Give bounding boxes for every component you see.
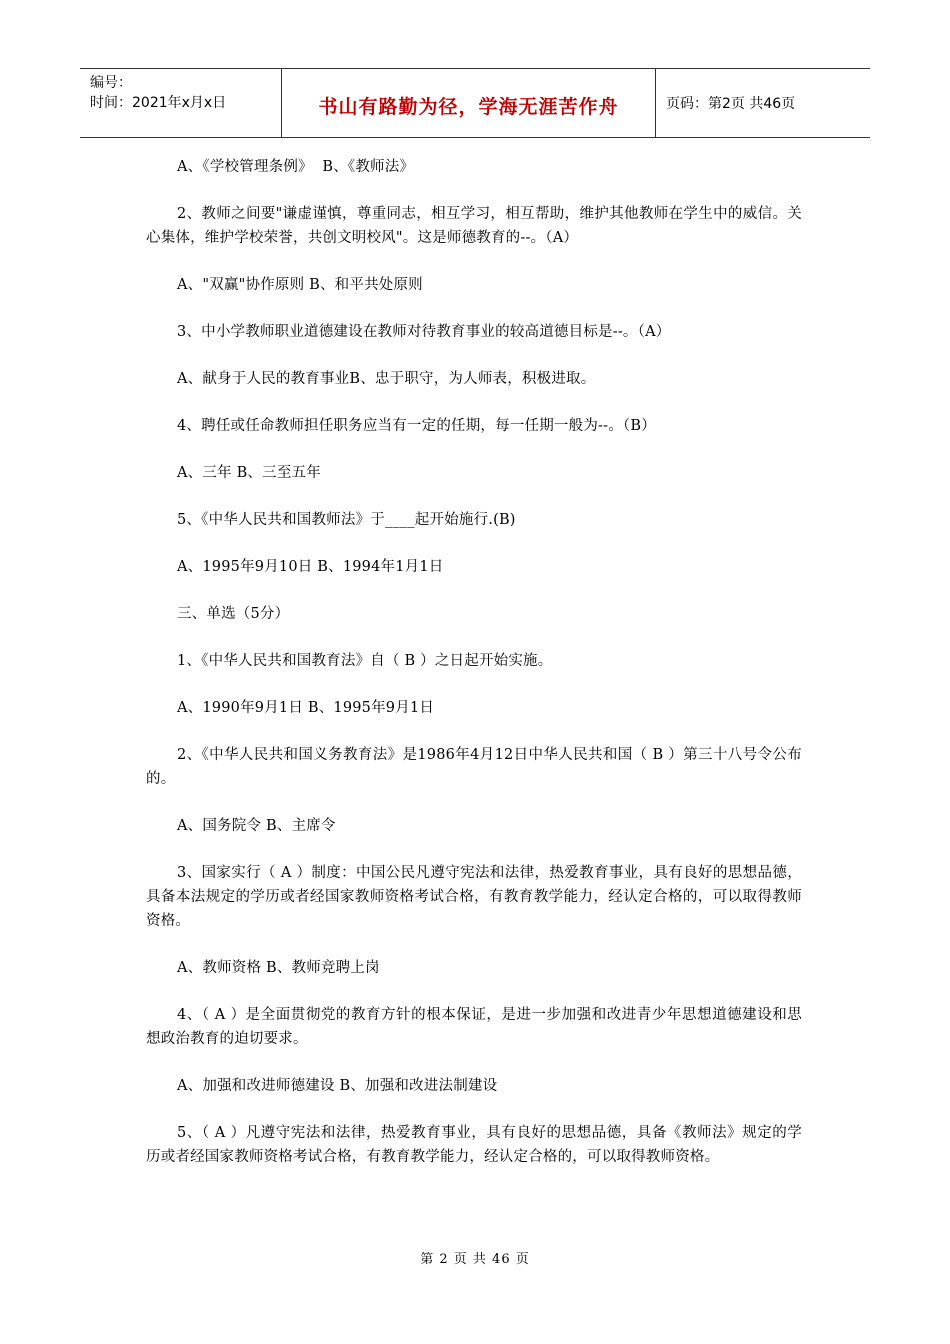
question: 1、《中华人民共和国教育法》自（ B ）之日起开始实施。 xyxy=(177,653,553,669)
answer-options: A、1990年9月1日 B、1995年9月1日 xyxy=(177,700,435,716)
answer-options: A、国务院令 B、主席令 xyxy=(177,818,336,834)
document-body xyxy=(146,155,802,1192)
header-motto-cell xyxy=(282,69,656,137)
answer-options: A、教师资格 B、教师竞聘上岗 xyxy=(177,960,380,976)
question: 4、聘任或任命教师担任职务应当有一定的任期，每一任期一般为--。（B） xyxy=(177,418,656,434)
document-header xyxy=(80,68,870,138)
number-label: 编号： xyxy=(90,75,132,91)
answer-options: A、1995年9月10日 B、1994年1月1日 xyxy=(177,559,444,575)
answer-options: A、《学校管理条例》 B、《教师法》 xyxy=(177,159,415,175)
header-page-cell xyxy=(656,69,870,137)
page-footer: 第 2 页 共 46 页 xyxy=(420,1252,530,1267)
question: 5、（ A ）凡遵守宪法和法律，热爱教育事业，具有良好的思想品德，具备《教师法》规定的学历或者经国家教师资格考试合格，有教育教学能力，经认定合格的，可以取得教师资格。 xyxy=(146,1125,802,1165)
section-heading: 三、单选（5分） xyxy=(177,606,290,622)
answer-options: A、三年 B、三至五年 xyxy=(177,465,321,481)
question: 3、中小学教师职业道德建设在教师对待教育事业的较高道德目标是--。（A） xyxy=(177,324,671,340)
page-info: 页码：第2页 共46页 xyxy=(666,96,796,112)
answer-options: A、献身于人民的教育事业B、忠于职守，为人师表，积极进取。 xyxy=(177,371,596,387)
question: 4、（ A ）是全面贯彻党的教育方针的根本保证，是进一步加强和改进青少年思想道德建设和思想政治教育的迫切要求。 xyxy=(146,1007,802,1047)
question: 2、《中华人民共和国义务教育法》是1986年4月12日中华人民共和国（ B ）第三十八号令公布的。 xyxy=(146,747,802,787)
question: 3、国家实行（ A ）制度：中国公民凡遵守宪法和法律，热爱教育事业，具有良好的思想品德，具备本法规定的学历或者经国家教师资格考试合格，有教育教学能力，经认定合格的，可以取得教师资格。 xyxy=(146,865,802,929)
answer-options: A、"双赢"协作原则 B、和平共处原则 xyxy=(177,277,423,293)
header-meta xyxy=(80,69,282,137)
date-label: 时间：2021年x月x日 xyxy=(90,95,227,111)
question: 2、教师之间要"谦虚谨慎，尊重同志，相互学习，相互帮助，维护其他教师在学生中的威信。关心集体，维护学校荣誉，共创文明校风"。这是师德教育的--。（A） xyxy=(146,206,802,246)
answer-options: A、加强和改进师德建设 B、加强和改进法制建设 xyxy=(177,1078,498,1094)
motto: 书山有路勤为径，学海无涯苦作舟 xyxy=(318,95,619,118)
question: 5、《中华人民共和国教师法》于____起开始施行.(B) xyxy=(177,512,516,528)
